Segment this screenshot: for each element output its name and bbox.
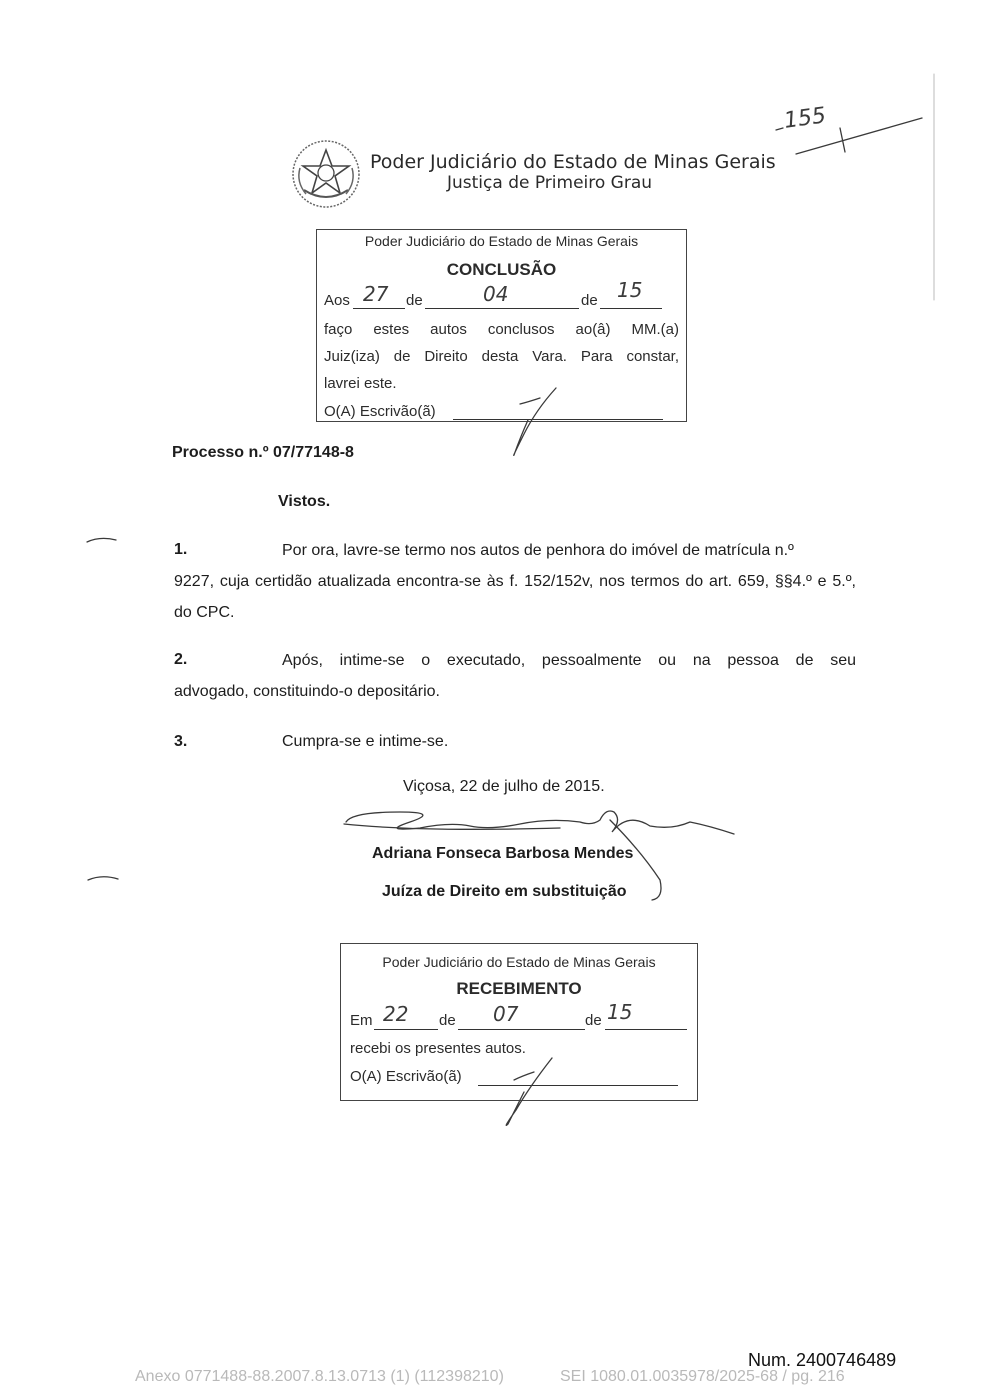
conclusao-line1: faço estes autos conclusos ao(â) MM.(a) (324, 321, 679, 338)
recebimento-escrivao-label: O(A) Escrivão(ã) (350, 1068, 462, 1085)
item-number: 2. (174, 651, 188, 668)
conclusao-court: Poder Judiciário do Estado de Minas Gerais (364, 233, 639, 249)
escrivao-rubric (514, 388, 556, 455)
city-date: Viçosa, 22 de julho de 2015. (403, 778, 605, 795)
item-first-line: Após, intime-se o executado, pessoalmente ou na pessoa de seu (282, 652, 856, 669)
item-number: 3. (174, 733, 188, 750)
recebimento-em-label: Em (350, 1012, 373, 1029)
conclusao-aos-label: Aos (324, 292, 350, 309)
conclusao-de2-label: de (581, 292, 598, 309)
recebimento-court: Poder Judiciário do Estado de Minas Gerais (382, 954, 656, 970)
recebimento-year: 15 (607, 1000, 633, 1024)
recebimento-rubric (506, 1058, 552, 1125)
recebimento-title: RECEBIMENTO (456, 979, 582, 998)
conclusao-title: CONCLUSÃO (446, 260, 557, 279)
annex-reference: Anexo 0771488-88.2007.8.13.0713 (1) (112398210) (135, 1368, 504, 1385)
item-first-line: Por ora, lavre-se termo nos autos de penhora do imóvel de matrícula n.º (282, 542, 794, 559)
conclusao-day: 27 (363, 282, 389, 306)
recebimento-de2-label: de (585, 1012, 602, 1029)
folio-number: 155 (782, 103, 828, 134)
recebimento-day: 22 (383, 1002, 409, 1026)
conclusao-de1-label: de (406, 292, 423, 309)
process-number: Processo n.º 07/77148-8 (172, 444, 354, 461)
conclusao-escrivao-label: O(A) Escrivão(ã) (324, 403, 436, 420)
document-number: Num. 2400746489 (748, 1350, 897, 1370)
court-name: Poder Judiciário do Estado de Minas Gerais (370, 151, 776, 173)
item-first-line: Cumpra-se e intime-se. (282, 733, 449, 750)
conclusao-month: 04 (483, 282, 509, 306)
court-instance: Justiça de Primeiro Grau (447, 173, 653, 193)
recebimento-de1-label: de (439, 1012, 456, 1029)
recebimento-month: 07 (493, 1002, 519, 1026)
conclusao-line2: Juiz(iza) de Direito desta Vara. Para constar, (324, 348, 679, 365)
vistos-heading: Vistos. (278, 493, 331, 510)
judge-signature (346, 811, 734, 834)
signer-role: Juíza de Direito em substituição (382, 883, 627, 900)
item-rest: 9227, cuja certidão atualizada encontra-se às f. 152/152v, nos termos do art. 659, §§4.º e 5.º, do CPC. (174, 573, 856, 621)
item-number: 1. (174, 541, 188, 558)
signer-name: Adriana Fonseca Barbosa Mendes (372, 845, 634, 862)
recebimento-line1: recebi os presentes autos. (350, 1040, 526, 1057)
item-rest: advogado, constituindo-o depositário. (174, 683, 440, 700)
sei-reference: SEI 1080.01.0035978/2025-68 / pg. 216 (560, 1368, 845, 1385)
conclusao-line3: lavrei este. (324, 375, 397, 392)
conclusao-year: 15 (617, 278, 643, 302)
